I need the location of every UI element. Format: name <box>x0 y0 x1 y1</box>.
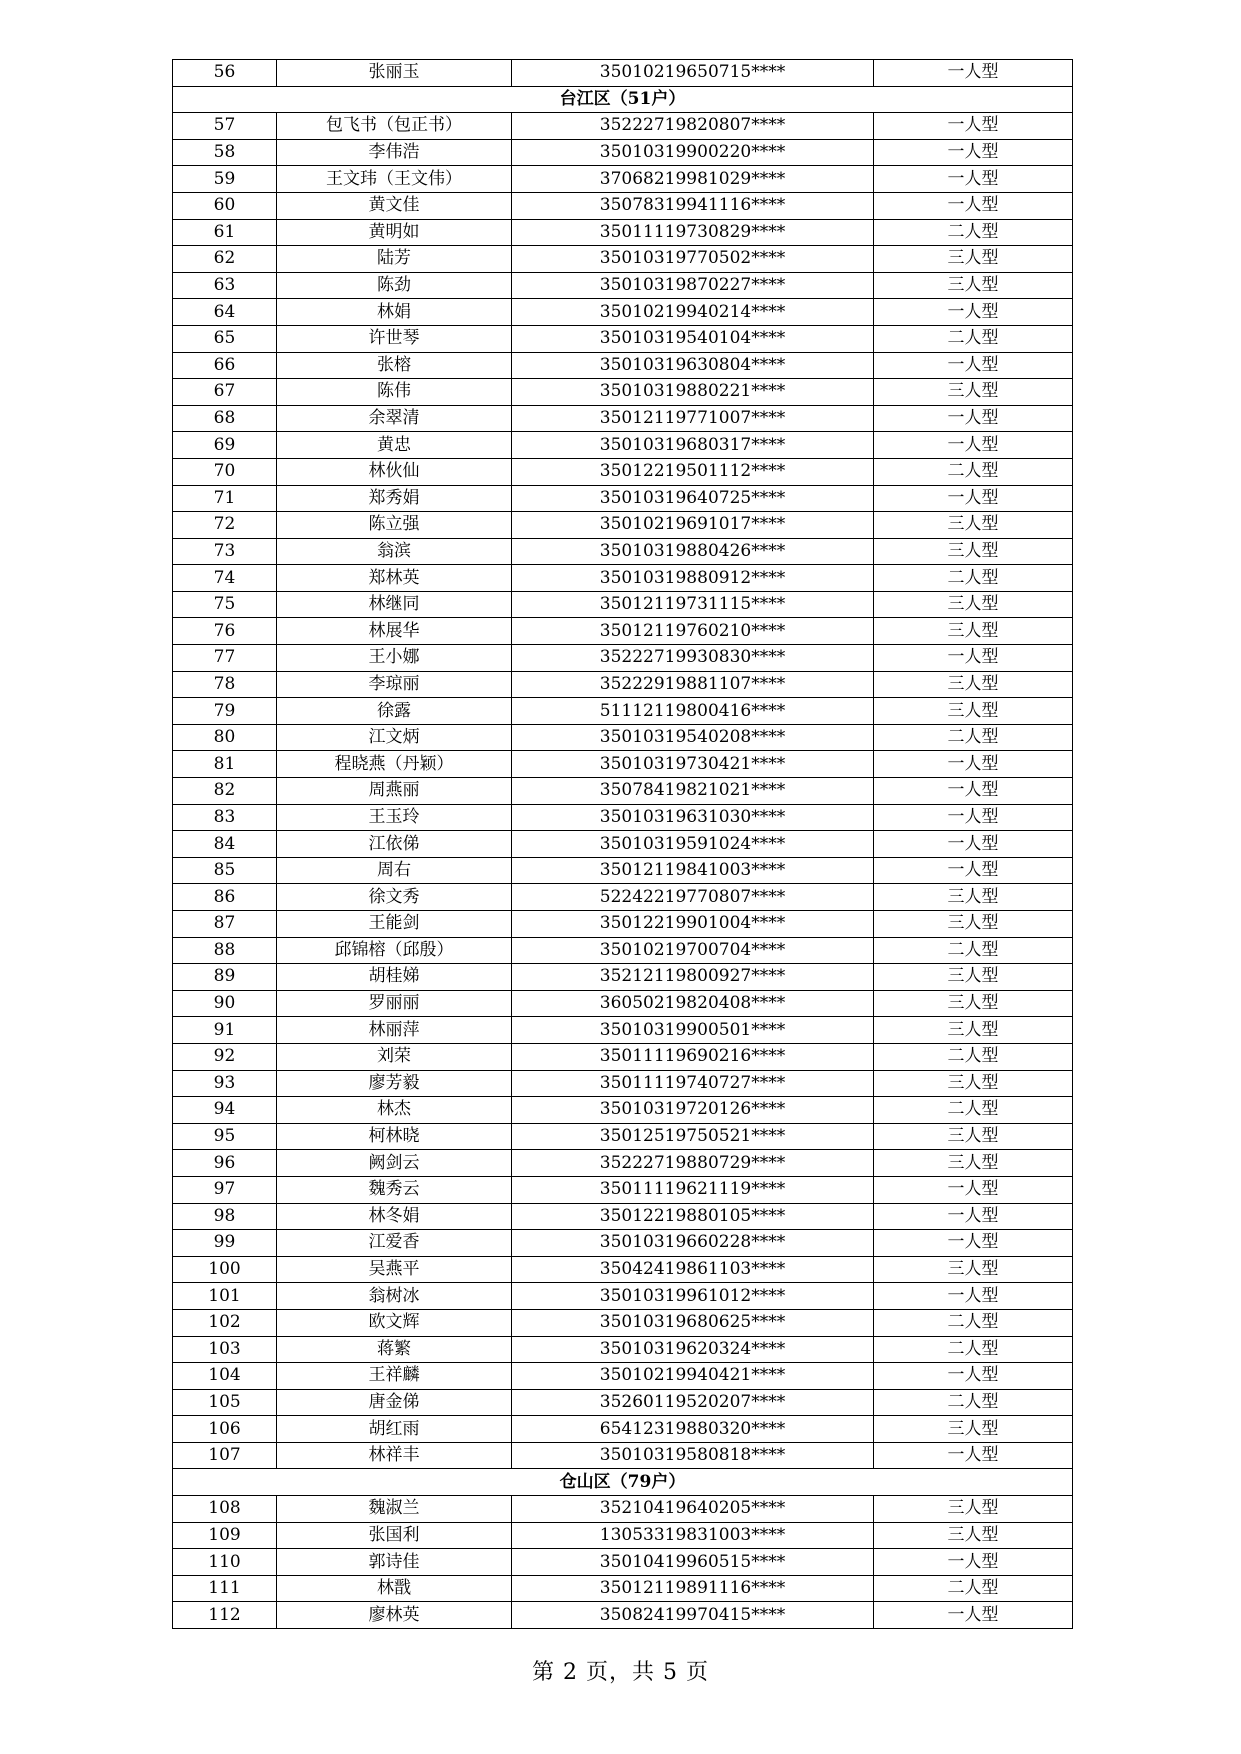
table-row <box>173 1549 1073 1576</box>
applicant-name-cell: 江爱香 <box>277 1230 512 1257</box>
row-number-cell: 76 <box>173 618 277 645</box>
id-number-cell: 35011119730829**** <box>512 219 874 246</box>
household-type-cell: 二人型 <box>874 1336 1073 1363</box>
id-number-cell: 35010319540104**** <box>512 325 874 352</box>
household-type-cell: 三人型 <box>874 1522 1073 1549</box>
table-row <box>173 645 1073 672</box>
applicant-name-cell: 唐金俤 <box>277 1389 512 1416</box>
id-number-cell: 35010319880912**** <box>512 565 874 592</box>
table-row <box>173 1496 1073 1523</box>
row-number-cell: 109 <box>173 1522 277 1549</box>
row-number-cell: 58 <box>173 139 277 166</box>
table-row <box>173 884 1073 911</box>
id-number-cell: 35012119771007**** <box>512 405 874 432</box>
household-type-cell: 一人型 <box>874 352 1073 379</box>
row-number-cell: 111 <box>173 1575 277 1602</box>
applicant-name-cell: 余翠清 <box>277 405 512 432</box>
applicant-name-cell: 黄明如 <box>277 219 512 246</box>
row-number-cell: 60 <box>173 192 277 219</box>
row-number-cell: 74 <box>173 565 277 592</box>
table-row <box>173 352 1073 379</box>
table-row <box>173 166 1073 193</box>
row-number-cell: 67 <box>173 379 277 406</box>
table-row <box>173 405 1073 432</box>
household-type-cell: 三人型 <box>874 379 1073 406</box>
household-type-cell: 一人型 <box>874 1176 1073 1203</box>
applicant-name-cell: 陈伟 <box>277 379 512 406</box>
household-type-cell: 三人型 <box>874 911 1073 938</box>
id-number-cell: 35010219700704**** <box>512 937 874 964</box>
id-number-cell: 35210419640205**** <box>512 1496 874 1523</box>
household-type-cell: 二人型 <box>874 1043 1073 1070</box>
household-type-cell: 一人型 <box>874 1602 1073 1629</box>
table-row <box>173 591 1073 618</box>
applicant-name-cell: 胡桂娣 <box>277 964 512 991</box>
id-number-cell: 35010319540208**** <box>512 724 874 751</box>
id-number-cell: 35010319900220**** <box>512 139 874 166</box>
row-number-cell: 93 <box>173 1070 277 1097</box>
row-number-cell: 110 <box>173 1549 277 1576</box>
table-row <box>173 1575 1073 1602</box>
id-number-cell: 35222719930830**** <box>512 645 874 672</box>
applicant-name-cell: 郑林英 <box>277 565 512 592</box>
table-row <box>173 1363 1073 1390</box>
id-number-cell: 35011119690216**** <box>512 1043 874 1070</box>
district-header-row <box>173 86 1073 113</box>
table-row <box>173 990 1073 1017</box>
row-number-cell: 63 <box>173 272 277 299</box>
table-row <box>173 964 1073 991</box>
household-type-cell: 三人型 <box>874 884 1073 911</box>
row-number-cell: 65 <box>173 325 277 352</box>
row-number-cell: 86 <box>173 884 277 911</box>
household-type-cell: 一人型 <box>874 1363 1073 1390</box>
id-number-cell: 35078319941116**** <box>512 192 874 219</box>
table-row <box>173 219 1073 246</box>
applicant-name-cell: 徐文秀 <box>277 884 512 911</box>
household-type-cell: 三人型 <box>874 1123 1073 1150</box>
household-type-cell: 三人型 <box>874 1256 1073 1283</box>
household-type-cell: 三人型 <box>874 272 1073 299</box>
district-title: 台江区（51户） <box>173 86 1073 113</box>
id-number-cell: 35012219501112**** <box>512 458 874 485</box>
applicant-name-cell: 廖林英 <box>277 1602 512 1629</box>
table-row <box>173 671 1073 698</box>
row-number-cell: 106 <box>173 1416 277 1443</box>
applicant-name-cell: 江依俤 <box>277 831 512 858</box>
applicant-name-cell: 林展华 <box>277 618 512 645</box>
row-number-cell: 112 <box>173 1602 277 1629</box>
applicant-name-cell: 周燕丽 <box>277 778 512 805</box>
row-number-cell: 89 <box>173 964 277 991</box>
household-type-cell: 一人型 <box>874 1230 1073 1257</box>
table-row <box>173 1123 1073 1150</box>
household-type-cell: 三人型 <box>874 1017 1073 1044</box>
id-number-cell: 35010219940421**** <box>512 1363 874 1390</box>
row-number-cell: 87 <box>173 911 277 938</box>
applicant-name-cell: 王祥麟 <box>277 1363 512 1390</box>
row-number-cell: 101 <box>173 1283 277 1310</box>
applicant-name-cell: 林戬 <box>277 1575 512 1602</box>
applicant-name-cell: 林丽萍 <box>277 1017 512 1044</box>
id-number-cell: 35012219880105**** <box>512 1203 874 1230</box>
id-number-cell: 35042419861103**** <box>512 1256 874 1283</box>
district-title: 仓山区（79户） <box>173 1469 1073 1496</box>
row-number-cell: 81 <box>173 751 277 778</box>
id-number-cell: 35010219940214**** <box>512 299 874 326</box>
row-number-cell: 95 <box>173 1123 277 1150</box>
applicant-name-cell: 林继同 <box>277 591 512 618</box>
household-type-cell: 三人型 <box>874 698 1073 725</box>
household-type-cell: 三人型 <box>874 1416 1073 1443</box>
row-number-cell: 57 <box>173 113 277 140</box>
row-number-cell: 94 <box>173 1097 277 1124</box>
row-number-cell: 77 <box>173 645 277 672</box>
id-number-cell: 35012219901004**** <box>512 911 874 938</box>
row-number-cell: 91 <box>173 1017 277 1044</box>
household-type-cell: 一人型 <box>874 432 1073 459</box>
household-type-cell: 一人型 <box>874 139 1073 166</box>
applicant-name-cell: 林杰 <box>277 1097 512 1124</box>
row-number-cell: 103 <box>173 1336 277 1363</box>
table-row <box>173 565 1073 592</box>
id-number-cell: 35010319620324**** <box>512 1336 874 1363</box>
row-number-cell: 108 <box>173 1496 277 1523</box>
row-number-cell: 90 <box>173 990 277 1017</box>
applicant-name-cell: 胡红雨 <box>277 1416 512 1443</box>
household-type-cell: 三人型 <box>874 538 1073 565</box>
household-type-cell: 三人型 <box>874 671 1073 698</box>
row-number-cell: 62 <box>173 246 277 273</box>
applicant-name-cell: 廖芳毅 <box>277 1070 512 1097</box>
applicant-name-cell: 罗丽丽 <box>277 990 512 1017</box>
id-number-cell: 35260119520207**** <box>512 1389 874 1416</box>
row-number-cell: 96 <box>173 1150 277 1177</box>
table-row <box>173 1309 1073 1336</box>
household-type-cell: 一人型 <box>874 857 1073 884</box>
table-row <box>173 246 1073 273</box>
id-number-cell: 35078419821021**** <box>512 778 874 805</box>
applicant-name-cell: 阙剑云 <box>277 1150 512 1177</box>
id-number-cell: 35010319631030**** <box>512 804 874 831</box>
household-type-cell: 一人型 <box>874 804 1073 831</box>
applicant-name-cell: 张国利 <box>277 1522 512 1549</box>
household-type-cell: 一人型 <box>874 405 1073 432</box>
applicant-name-cell: 魏秀云 <box>277 1176 512 1203</box>
table-row <box>173 778 1073 805</box>
applicant-name-cell: 林冬娟 <box>277 1203 512 1230</box>
table-row <box>173 192 1073 219</box>
id-number-cell: 35010319880426**** <box>512 538 874 565</box>
applicant-name-cell: 张丽玉 <box>277 60 512 87</box>
applicant-name-cell: 许世琴 <box>277 325 512 352</box>
applicant-name-cell: 刘荣 <box>277 1043 512 1070</box>
table-row <box>173 1336 1073 1363</box>
id-number-cell: 35212119800927**** <box>512 964 874 991</box>
table-row <box>173 299 1073 326</box>
applicant-name-cell: 林祥丰 <box>277 1442 512 1469</box>
household-type-cell: 二人型 <box>874 1309 1073 1336</box>
table-row <box>173 458 1073 485</box>
household-type-cell: 二人型 <box>874 325 1073 352</box>
applicant-name-cell: 王能剑 <box>277 911 512 938</box>
table-row <box>173 1203 1073 1230</box>
table-row <box>173 538 1073 565</box>
id-number-cell: 13053319831003**** <box>512 1522 874 1549</box>
applicant-name-cell: 包飞书（包正书） <box>277 113 512 140</box>
row-number-cell: 73 <box>173 538 277 565</box>
applicant-name-cell: 李琼丽 <box>277 671 512 698</box>
household-type-cell: 二人型 <box>874 937 1073 964</box>
table-row <box>173 1176 1073 1203</box>
household-type-cell: 一人型 <box>874 192 1073 219</box>
row-number-cell: 80 <box>173 724 277 751</box>
table-row <box>173 1416 1073 1443</box>
table-row <box>173 724 1073 751</box>
household-type-cell: 一人型 <box>874 485 1073 512</box>
household-type-cell: 一人型 <box>874 751 1073 778</box>
household-type-cell: 二人型 <box>874 1575 1073 1602</box>
row-number-cell: 98 <box>173 1203 277 1230</box>
applicant-name-cell: 蒋繁 <box>277 1336 512 1363</box>
table-row <box>173 1389 1073 1416</box>
id-number-cell: 35082419970415**** <box>512 1602 874 1629</box>
id-number-cell: 35010219691017**** <box>512 512 874 539</box>
row-number-cell: 78 <box>173 671 277 698</box>
table-row <box>173 325 1073 352</box>
household-type-cell: 三人型 <box>874 1150 1073 1177</box>
row-number-cell: 92 <box>173 1043 277 1070</box>
row-number-cell: 82 <box>173 778 277 805</box>
id-number-cell: 35222719820807**** <box>512 113 874 140</box>
household-type-cell: 一人型 <box>874 60 1073 87</box>
table-row <box>173 485 1073 512</box>
applicant-name-cell: 林娟 <box>277 299 512 326</box>
table-row <box>173 1522 1073 1549</box>
id-number-cell: 36050219820408**** <box>512 990 874 1017</box>
household-type-cell: 三人型 <box>874 591 1073 618</box>
row-number-cell: 72 <box>173 512 277 539</box>
household-type-cell: 三人型 <box>874 990 1073 1017</box>
id-number-cell: 52242219770807**** <box>512 884 874 911</box>
row-number-cell: 56 <box>173 60 277 87</box>
row-number-cell: 69 <box>173 432 277 459</box>
row-number-cell: 79 <box>173 698 277 725</box>
table-row <box>173 432 1073 459</box>
applicant-name-cell: 王玉玲 <box>277 804 512 831</box>
row-number-cell: 70 <box>173 458 277 485</box>
table-row <box>173 804 1073 831</box>
table-row <box>173 937 1073 964</box>
applicant-name-cell: 王小娜 <box>277 645 512 672</box>
id-number-cell: 35010419960515**** <box>512 1549 874 1576</box>
applicant-name-cell: 吴燕平 <box>277 1256 512 1283</box>
applicant-name-cell: 周右 <box>277 857 512 884</box>
table-row <box>173 272 1073 299</box>
table-row <box>173 857 1073 884</box>
applicant-name-cell: 陈立强 <box>277 512 512 539</box>
applicant-name-cell: 王文玮（王文伟） <box>277 166 512 193</box>
id-number-cell: 35010319730421**** <box>512 751 874 778</box>
table-row <box>173 512 1073 539</box>
household-type-cell: 二人型 <box>874 458 1073 485</box>
row-number-cell: 105 <box>173 1389 277 1416</box>
household-table <box>172 59 1073 1629</box>
id-number-cell: 35012119731115**** <box>512 591 874 618</box>
id-number-cell: 35010219650715**** <box>512 60 874 87</box>
row-number-cell: 64 <box>173 299 277 326</box>
table-row <box>173 831 1073 858</box>
applicant-name-cell: 陈劲 <box>277 272 512 299</box>
applicant-name-cell: 柯林晓 <box>277 1123 512 1150</box>
household-type-cell: 一人型 <box>874 113 1073 140</box>
id-number-cell: 35011119621119**** <box>512 1176 874 1203</box>
household-type-cell: 三人型 <box>874 512 1073 539</box>
household-type-cell: 一人型 <box>874 299 1073 326</box>
id-number-cell: 51112119800416**** <box>512 698 874 725</box>
row-number-cell: 100 <box>173 1256 277 1283</box>
table-row <box>173 1043 1073 1070</box>
row-number-cell: 88 <box>173 937 277 964</box>
table-row <box>173 379 1073 406</box>
table-row <box>173 1602 1073 1629</box>
household-type-cell: 二人型 <box>874 724 1073 751</box>
household-type-cell: 三人型 <box>874 964 1073 991</box>
row-number-cell: 104 <box>173 1363 277 1390</box>
id-number-cell: 35010319580818**** <box>512 1442 874 1469</box>
applicant-name-cell: 陆芳 <box>277 246 512 273</box>
applicant-name-cell: 郑秀娟 <box>277 485 512 512</box>
applicant-name-cell: 邱锦榕（邱殷） <box>277 937 512 964</box>
id-number-cell: 35011119740727**** <box>512 1070 874 1097</box>
row-number-cell: 83 <box>173 804 277 831</box>
household-type-cell: 三人型 <box>874 1496 1073 1523</box>
id-number-cell: 35012119841003**** <box>512 857 874 884</box>
row-number-cell: 99 <box>173 1230 277 1257</box>
household-type-cell: 一人型 <box>874 1203 1073 1230</box>
applicant-name-cell: 程晓燕（丹颖） <box>277 751 512 778</box>
household-type-cell: 一人型 <box>874 831 1073 858</box>
row-number-cell: 107 <box>173 1442 277 1469</box>
row-number-cell: 59 <box>173 166 277 193</box>
row-number-cell: 85 <box>173 857 277 884</box>
id-number-cell: 35010319870227**** <box>512 272 874 299</box>
table-row <box>173 1283 1073 1310</box>
table-row <box>173 139 1073 166</box>
row-number-cell: 61 <box>173 219 277 246</box>
id-number-cell: 35010319591024**** <box>512 831 874 858</box>
table-row <box>173 1097 1073 1124</box>
table-row <box>173 911 1073 938</box>
table-row <box>173 1017 1073 1044</box>
table-row <box>173 1230 1073 1257</box>
id-number-cell: 35222919881107**** <box>512 671 874 698</box>
id-number-cell: 35010319660228**** <box>512 1230 874 1257</box>
household-type-cell: 二人型 <box>874 565 1073 592</box>
table-row <box>173 751 1073 778</box>
row-number-cell: 71 <box>173 485 277 512</box>
applicant-name-cell: 魏淑兰 <box>277 1496 512 1523</box>
table-row <box>173 698 1073 725</box>
applicant-name-cell: 江文炳 <box>277 724 512 751</box>
applicant-name-cell: 欧文辉 <box>277 1309 512 1336</box>
household-type-cell: 三人型 <box>874 246 1073 273</box>
row-number-cell: 68 <box>173 405 277 432</box>
id-number-cell: 35010319640725**** <box>512 485 874 512</box>
id-number-cell: 35012119760210**** <box>512 618 874 645</box>
household-type-cell: 二人型 <box>874 219 1073 246</box>
id-number-cell: 35012119891116**** <box>512 1575 874 1602</box>
applicant-name-cell: 黄忠 <box>277 432 512 459</box>
row-number-cell: 75 <box>173 591 277 618</box>
household-type-cell: 一人型 <box>874 1283 1073 1310</box>
household-type-cell: 三人型 <box>874 618 1073 645</box>
id-number-cell: 35010319770502**** <box>512 246 874 273</box>
id-number-cell: 35222719880729**** <box>512 1150 874 1177</box>
table-row <box>173 1442 1073 1469</box>
page-footer: 第 2 页，共 5 页 <box>532 1660 709 1685</box>
applicant-name-cell: 林伙仙 <box>277 458 512 485</box>
table-row <box>173 60 1073 87</box>
row-number-cell: 66 <box>173 352 277 379</box>
id-number-cell: 35010319680317**** <box>512 432 874 459</box>
applicant-name-cell: 翁树冰 <box>277 1283 512 1310</box>
row-number-cell: 102 <box>173 1309 277 1336</box>
applicant-name-cell: 黄文佳 <box>277 192 512 219</box>
applicant-name-cell: 李伟浩 <box>277 139 512 166</box>
applicant-name-cell: 翁滨 <box>277 538 512 565</box>
household-type-cell: 一人型 <box>874 1442 1073 1469</box>
id-number-cell: 35010319720126**** <box>512 1097 874 1124</box>
id-number-cell: 37068219981029**** <box>512 166 874 193</box>
id-number-cell: 35012519750521**** <box>512 1123 874 1150</box>
id-number-cell: 35010319880221**** <box>512 379 874 406</box>
id-number-cell: 35010319680625**** <box>512 1309 874 1336</box>
id-number-cell: 35010319630804**** <box>512 352 874 379</box>
applicant-name-cell: 郭诗佳 <box>277 1549 512 1576</box>
table-row <box>173 113 1073 140</box>
table-row <box>173 618 1073 645</box>
household-type-cell: 二人型 <box>874 1389 1073 1416</box>
district-header-row <box>173 1469 1073 1496</box>
row-number-cell: 84 <box>173 831 277 858</box>
household-type-cell: 一人型 <box>874 166 1073 193</box>
household-type-cell: 一人型 <box>874 778 1073 805</box>
id-number-cell: 35010319900501**** <box>512 1017 874 1044</box>
applicant-name-cell: 徐露 <box>277 698 512 725</box>
table-row <box>173 1070 1073 1097</box>
household-type-cell: 一人型 <box>874 1549 1073 1576</box>
id-number-cell: 35010319961012**** <box>512 1283 874 1310</box>
household-table-body <box>173 60 1073 1629</box>
table-row <box>173 1256 1073 1283</box>
id-number-cell: 65412319880320**** <box>512 1416 874 1443</box>
table-row <box>173 1150 1073 1177</box>
row-number-cell: 97 <box>173 1176 277 1203</box>
applicant-name-cell: 张榕 <box>277 352 512 379</box>
household-type-cell: 三人型 <box>874 1070 1073 1097</box>
household-type-cell: 一人型 <box>874 645 1073 672</box>
household-type-cell: 二人型 <box>874 1097 1073 1124</box>
